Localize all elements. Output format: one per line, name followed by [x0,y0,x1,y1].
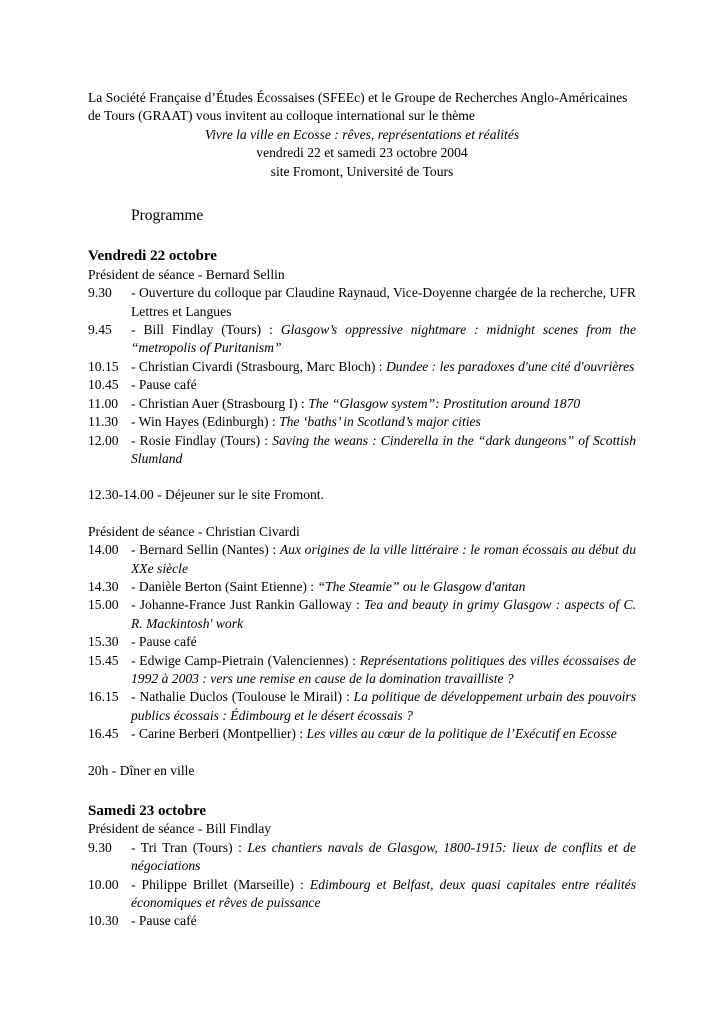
entry-body [131,839,636,876]
entry-time: 15.00 [88,597,119,613]
programme-entry [88,633,636,651]
programme-entry [88,376,636,394]
friday-heading: Vendredi 22 octobre [88,248,217,265]
entry-time: 15.45 [88,652,119,668]
friday-dinner: 20h - Dîner en ville [88,762,195,778]
colloquium-dates: vendredi 22 et samedi 23 octobre 2004 [256,145,468,161]
entry-body [131,284,636,321]
entry-time: 11.00 [88,395,119,411]
entry-title: Saving the weans : Cinderella in the “dark dungeons” of Scottish Slumland [131,432,636,466]
entry-speaker: - Nathalie Duclos (Toulouse le Mirail) : [131,689,354,705]
entry-body [131,578,636,596]
programme-entry [88,652,636,689]
entry-title: Aux origines de la ville littéraire : le roman écossais au début du XXe siècle [131,542,636,576]
programme-entry [88,432,636,469]
programme-entry [88,284,636,321]
programme-entry [88,688,636,725]
entry-speaker: - Carine Berberi (Montpellier) : [131,726,307,742]
programme-entry [88,358,636,376]
entry-speaker: - Christian Civardi (Strasbourg, Marc Bloch) : [131,358,386,374]
entry-time: 14.00 [88,542,119,558]
entry-body [131,725,636,743]
entry-body [131,633,636,651]
entry-speaker: - Bernard Sellin (Nantes) : [131,542,280,558]
programme-entry [88,596,636,633]
entry-time: 11.30 [88,414,119,430]
entry-time: 9.30 [88,839,112,855]
entry-time: 12.00 [88,432,119,448]
friday-afternoon-list [88,541,636,743]
intro-line-1: La Société Française d’Études Écossaises (SFEEc) et le Groupe de Recherches Anglo-Américaines [88,90,628,105]
entry-time: 10.15 [88,358,119,374]
entry-speaker: - Bill Findlay (Tours) : [131,322,281,338]
entry-speaker: - Win Hayes (Edinburgh) : [131,414,280,430]
entry-body [131,652,636,689]
entry-title: Représentations politiques des villes écossaises de 1992 à 2003 : vers une remise en cause de la domination travailliste ? [131,652,636,686]
entry-title: La politique de développement urbain des pouvoirs publics écossais : Édimbourg et le désert écossais ? [131,689,636,723]
friday-afternoon-president: Président de séance - Christian Civardi [88,523,300,539]
entry-speaker: - Johanne-France Just Rankin Galloway : [131,597,364,613]
programme-entry [88,395,636,413]
document-page [88,89,636,931]
entry-body [131,376,636,394]
entry-time: 14.30 [88,578,119,594]
entry-body [131,321,636,358]
programme-entry [88,876,636,913]
entry-time: 15.30 [88,634,119,650]
entry-body [131,432,636,469]
programme-entry [88,839,636,876]
programme-entry [88,912,636,930]
entry-title: Edimbourg et Belfast, deux quasi capitales entre réalités économiques et rêves de puissance [131,876,636,911]
programme-entry [88,578,636,596]
entry-speaker: - Philippe Brillet (Marseille) : [131,876,310,892]
entry-time: 16.15 [88,689,119,705]
entry-body [131,413,636,431]
colloquium-theme: Vivre la ville en Ecosse : rêves, représentations et réalités [204,126,520,142]
friday-lunch: 12.30-14.00 - Déjeuner sur le site Fromont. [88,487,324,503]
entry-speaker: - Danièle Berton (Saint Etienne) : [131,578,318,594]
entry-body [131,688,636,725]
entry-speaker: - Ouverture du colloque par Claudine Raynaud, Vice-Doyenne chargée de la recherche, UFR Lettres et Langues [131,285,636,319]
programme-title: Programme [131,207,204,225]
entry-title: The “Glasgow system”: Prostitution around 1870 [308,395,581,411]
entry-title: Glasgow’s oppressive nightmare : midnight scenes from the “metropolis of Puritanism” [131,322,636,356]
intro-block [88,89,636,181]
entry-title: Tea and beauty in grimy Glasgow : aspects of C. R. Mackintosh' work [131,597,636,631]
programme-entry [88,413,636,431]
entry-speaker: - Pause café [131,634,197,650]
entry-speaker: - Rosie Findlay (Tours) : [131,432,273,448]
entry-time: 9.45 [88,322,112,338]
entry-speaker: - Pause café [131,913,197,929]
entry-title: Dundee : les paradoxes d'une cité d'ouvrières [385,358,635,374]
entry-body [131,596,636,633]
entry-body [131,541,636,578]
colloquium-site: site Fromont, Université de Tours [270,163,454,179]
entry-speaker: - Christian Auer (Strasbourg I) : [131,395,309,411]
entry-speaker: - Tri Tran (Tours) : [131,839,248,855]
entry-body [131,395,636,413]
entry-body [131,876,636,913]
entry-title: “The Steamie” ou le Glasgow d'antan [317,578,526,594]
programme-entry [88,541,636,578]
entry-body [131,912,636,930]
entry-time: 16.45 [88,726,119,742]
intro-line-2: de Tours (GRAAT) vous invitent au colloque international sur le thème [88,108,475,124]
entry-title: Les chantiers navals de Glasgow, 1800-1915: lieux de conflits et de négociations [131,839,636,874]
entry-speaker: - Pause café [131,377,197,393]
friday-morning-list [88,284,636,468]
saturday-heading: Samedi 23 octobre [88,803,207,819]
entry-title: Les villes au cœur de la politique de l’Exécutif en Ecosse [306,726,617,742]
saturday-president: Président de séance - Bill Findlay [88,821,272,837]
entry-time: 9.30 [88,285,112,301]
entry-body [131,358,636,376]
friday-morning-president: Président de séance - Bernard Sellin [88,266,285,282]
programme-entry [88,321,636,358]
programme-entry [88,725,636,743]
entry-time: 10.45 [88,377,119,393]
entry-title: The ‘baths’ in Scotland’s major cities [279,414,481,430]
entry-speaker: - Edwige Camp-Pietrain (Valenciennes) : [131,652,360,668]
entry-time: 10.00 [88,876,119,892]
saturday-list [88,839,636,931]
entry-time: 10.30 [88,913,119,929]
